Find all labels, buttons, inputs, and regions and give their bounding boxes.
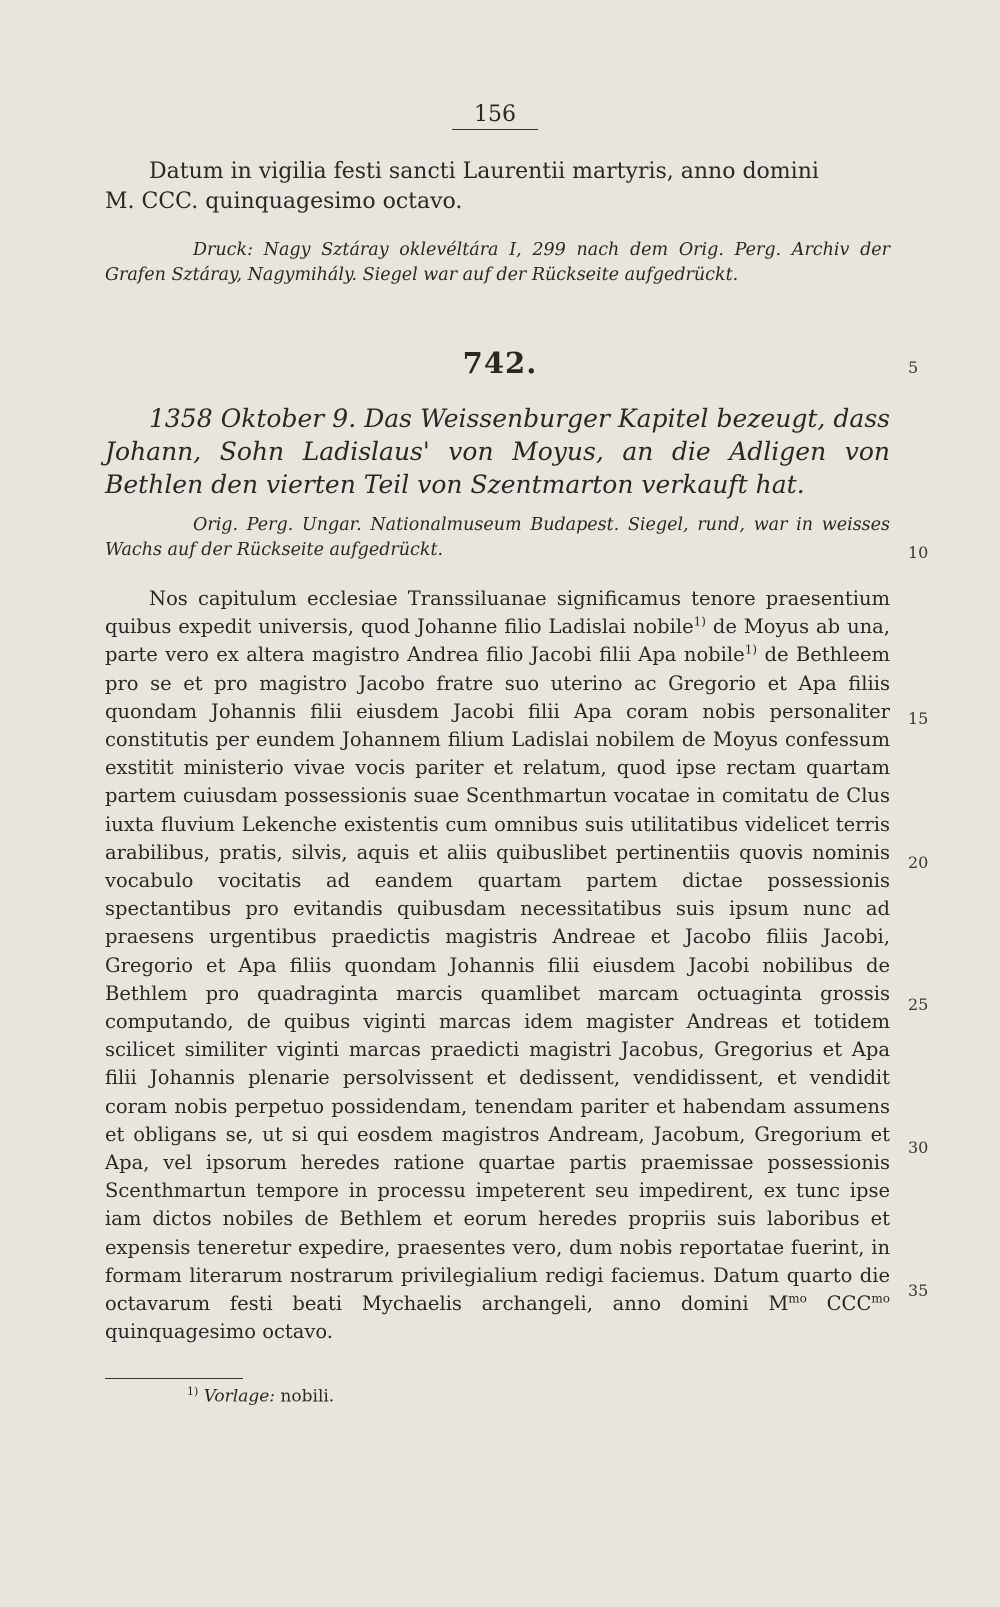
datum-line-2: M. CCC. quinquagesimo octavo.: [105, 189, 463, 214]
footnote-label: Vorlage:: [203, 1386, 276, 1407]
datum-clause: [105, 157, 890, 217]
charter-text-ccc: CCC: [806, 1292, 872, 1316]
line-number: 10: [908, 543, 929, 562]
page-number: 156: [452, 102, 538, 130]
document-regest: 1358 Oktober 9. Das Weissenburger Kapitel bezeugt, dass Johann, Sohn Ladislaus' von Moyus, an die Adligen von Bethlen den vierten Teil von Szentmarton verkauft hat.: [105, 404, 890, 499]
footnote: [187, 1385, 334, 1407]
line-number: 30: [908, 1138, 929, 1157]
charter-text-part-4: quinquagesimo octavo.: [105, 1320, 333, 1344]
footnote-marker: 1): [187, 1385, 199, 1398]
footnote-ref: 1): [744, 642, 758, 657]
footnote-divider: [105, 1378, 243, 1379]
charter-text-part-1: Nos capitulum ecclesiae Transsiluanae significamus tenore praesentium quibus expedit universis, quod Johanne filio Ladislai nobile: [105, 587, 890, 639]
original-source-note: Orig. Perg. Ungar. Nationalmuseum Budapest. Siegel, rund, war in weisses Wachs auf der Rückseite aufgedrückt.: [105, 515, 890, 560]
print-source-note: Druck: Nagy Sztáray oklevéltára I, 299 nach dem Orig. Perg. Archiv der Grafen Sztáray, Nagymihály. Siegel war auf der Rückseite aufgedrückt.: [105, 240, 890, 285]
footnote-ref: 1): [693, 614, 706, 629]
charter-text-part-3: de Bethleem pro se et pro magistro Jacobo fratre suo uterino ac Gregorio et Apa filiis quondam Johannis filii eiusdem Jacobi filii Apa coram nobis personaliter constitutis per eundem Johannem filium Ladislai nobilem de Moyus confessum exstitit ministerio vivae vocis pariter et relatum, quod ipse rectam quartam partem cuiusdam possessionis suae Scenthmartun vocatae in comitatu de Clus iuxta fluvium Lekenche existentis cum omnibus suis utilitatibus videlicet terris arabilibus, pratis, silvis, aquis et aliis quibuslibet pertinentiis quovis nominis vocabulo vocitatis ad eandem quartam partem dictae possessionis spectantibus pro evitandis quibusdam necessitatibus suis ipsum nunc ad praesens urgentibus praedictis magistris Andreae et Jacobo filiis Jacobi, Gregorio et Apa filiis quondam Johannis filii eiusdem Jacobi nobilibus de Bethlem pro quadraginta marcis quamlibet marcam octuaginta grossis computando, de quibus viginti marcas idem magister Andreas et totidem scilicet similiter viginti marcas praedicti magistri Jacobus, Gregorius et Apa filii Johannis plenarie persolvissent et dedissent, vendidissent, et vendidit coram nobis perpetuo possidendam, tenendam pariter et habendam assumens et obligans se, ut si qui eosdem magistros Andream, Jacobum, Gregorium et Apa, vel ipsorum heredes ratione quartae partis praemissae possessionis Scenthmartun tempore in processu impeterent seu impedirent, ex tunc ipse iam dictos nobiles de Bethlem et eorum heredes propriis suis laboribus et expensis teneretur expedire, praesentes vero, dum nobis reportatae fuerint, in formam literarum nostrarum privilegialium redigi faciemus. Datum quarto die octavarum festi beati Mychaelis archangeli, anno domini M: [105, 643, 890, 1316]
line-number: 20: [908, 853, 929, 872]
datum-line-1: Datum in vigilia festi sancti Laurentii martyris, anno domini: [149, 159, 819, 184]
charter-text-part-2: de Moyus ab una, parte vero ex altera magistro Andrea filio Jacobi filii Apa nobile: [105, 615, 891, 667]
line-number: 25: [908, 995, 929, 1014]
line-number: 35: [908, 1281, 929, 1300]
line-number: 15: [908, 709, 929, 728]
charter-text: [105, 585, 890, 1346]
footnote-text: nobili.: [275, 1386, 335, 1407]
document-number: 742.: [462, 346, 538, 380]
superscript-mo: mo: [788, 1291, 807, 1306]
superscript-mo: mo: [871, 1291, 890, 1306]
line-number: 5: [908, 358, 919, 377]
